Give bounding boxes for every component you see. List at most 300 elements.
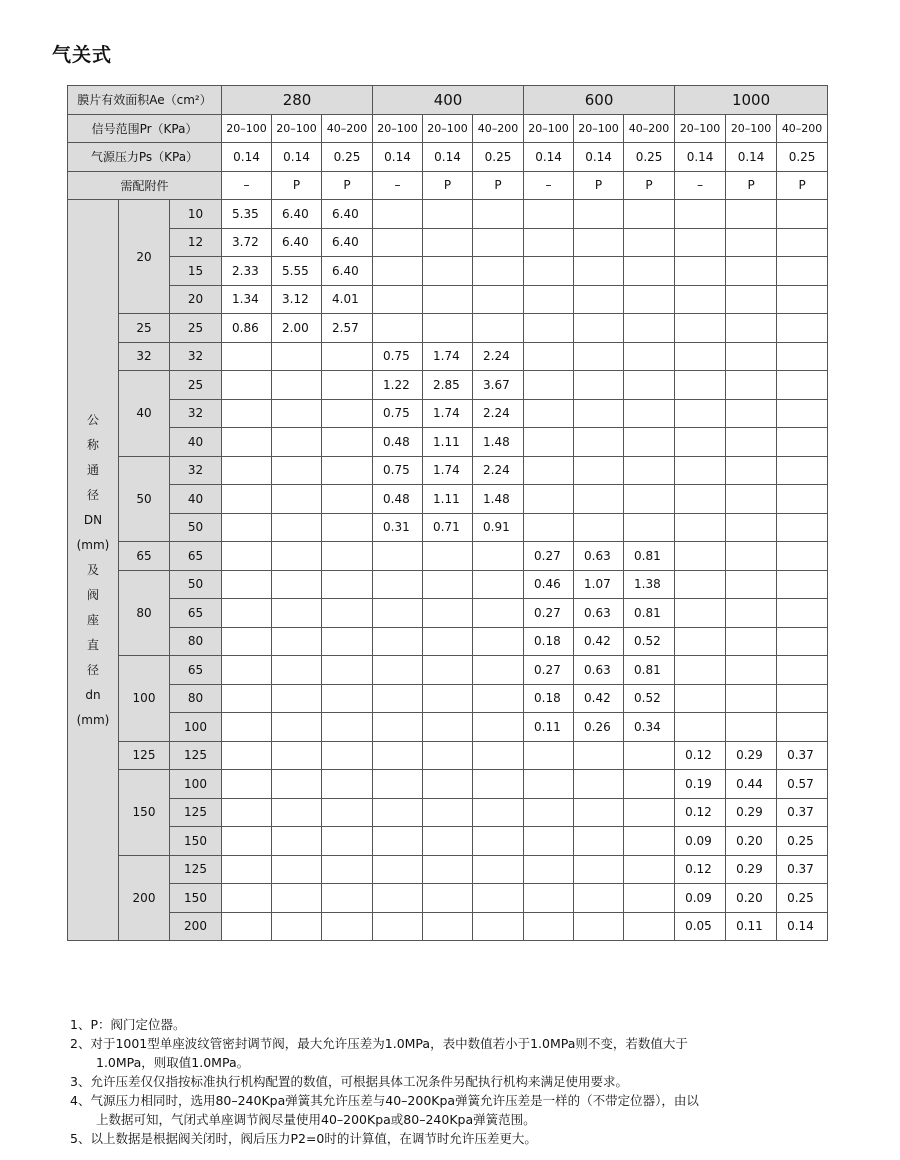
- pressure-differential-cell: 1.11: [423, 485, 473, 514]
- pressure-differential-cell: [373, 656, 423, 685]
- pressure-differential-cell: [524, 342, 574, 371]
- accessory-cell: –: [373, 171, 423, 200]
- pressure-differential-cell: [473, 542, 524, 571]
- pressure-differential-cell: [675, 228, 726, 257]
- pressure-differential-cell: [675, 456, 726, 485]
- pressure-differential-cell: [624, 314, 675, 343]
- pressure-differential-cell: [574, 827, 624, 856]
- pressure-differential-cell: [675, 599, 726, 628]
- pressure-differential-cell: 0.09: [675, 827, 726, 856]
- nominal-diameter-cell: 20: [119, 200, 170, 314]
- pressure-differential-cell: [726, 428, 777, 457]
- pressure-differential-cell: [624, 285, 675, 314]
- pressure-differential-cell: [423, 741, 473, 770]
- pressure-differential-cell: 0.18: [524, 627, 574, 656]
- pressure-differential-cell: 0.29: [726, 855, 777, 884]
- table-row: [68, 456, 828, 485]
- pressure-differential-cell: 0.27: [524, 656, 574, 685]
- table-row: [68, 599, 828, 628]
- pressure-differential-cell: [777, 656, 828, 685]
- pressure-differential-cell: [473, 684, 524, 713]
- pressure-differential-cell: 0.86: [222, 314, 272, 343]
- pressure-differential-cell: [322, 599, 373, 628]
- side-label-char: 公: [86, 412, 99, 427]
- pressure-differential-cell: [675, 570, 726, 599]
- pressure-differential-cell: [473, 713, 524, 742]
- seat-diameter-cell: 40: [170, 485, 222, 514]
- pressure-differential-cell: [624, 399, 675, 428]
- pressure-differential-cell: 1.48: [473, 428, 524, 457]
- pressure-differential-cell: 0.52: [624, 627, 675, 656]
- seat-diameter-cell: 40: [170, 428, 222, 457]
- seat-diameter-cell: 50: [170, 513, 222, 542]
- pressure-differential-cell: [726, 684, 777, 713]
- pressure-differential-cell: 0.19: [675, 770, 726, 799]
- pressure-differential-cell: [423, 770, 473, 799]
- supply-pressure: 0.14: [524, 143, 574, 172]
- pressure-differential-cell: [272, 399, 322, 428]
- pressure-differential-cell: 0.29: [726, 798, 777, 827]
- pressure-differential-cell: [473, 257, 524, 286]
- side-label-char: 阀: [86, 587, 99, 602]
- pressure-differential-cell: [574, 257, 624, 286]
- pressure-differential-cell: [473, 798, 524, 827]
- accessory-cell: P: [473, 171, 524, 200]
- pressure-differential-cell: [524, 855, 574, 884]
- pressure-differential-cell: 0.75: [373, 399, 423, 428]
- pressure-differential-cell: [222, 713, 272, 742]
- table-row: [68, 513, 828, 542]
- pressure-differential-cell: [272, 342, 322, 371]
- supply-pressure: 0.14: [272, 143, 322, 172]
- pressure-differential-cell: [322, 485, 373, 514]
- pressure-differential-cell: 0.71: [423, 513, 473, 542]
- accessory-cell: P: [777, 171, 828, 200]
- table-row: [68, 770, 828, 799]
- pressure-differential-cell: [777, 285, 828, 314]
- pressure-differential-cell: [222, 627, 272, 656]
- page-title: 气关式: [52, 44, 113, 66]
- pressure-differential-cell: [222, 884, 272, 913]
- pressure-differential-cell: 1.74: [423, 342, 473, 371]
- pressure-differential-cell: 6.40: [322, 228, 373, 257]
- pressure-differential-cell: [272, 485, 322, 514]
- pressure-differential-cell: [675, 314, 726, 343]
- pressure-differential-cell: [222, 741, 272, 770]
- pressure-differential-cell: [423, 855, 473, 884]
- pressure-differential-cell: [726, 314, 777, 343]
- pressure-differential-cell: [222, 399, 272, 428]
- nominal-diameter-cell: 65: [119, 542, 170, 571]
- pressure-differential-cell: 1.11: [423, 428, 473, 457]
- pressure-differential-cell: 2.85: [423, 371, 473, 400]
- pressure-differential-cell: [272, 599, 322, 628]
- seat-diameter-cell: 125: [170, 798, 222, 827]
- side-label-char: DN: [83, 512, 103, 527]
- seat-diameter-cell: 32: [170, 399, 222, 428]
- pressure-differential-cell: 2.24: [473, 456, 524, 485]
- pressure-differential-cell: [222, 798, 272, 827]
- accessory-cell: P: [272, 171, 322, 200]
- pressure-differential-cell: [473, 884, 524, 913]
- pressure-differential-cell: 0.52: [624, 684, 675, 713]
- pressure-differential-cell: [272, 428, 322, 457]
- pressure-differential-cell: [322, 770, 373, 799]
- pressure-differential-cell: 0.63: [574, 542, 624, 571]
- pressure-differential-cell: 0.25: [777, 884, 828, 913]
- pressure-differential-cell: [272, 627, 322, 656]
- pressure-differential-cell: [373, 798, 423, 827]
- supply-pressure: 0.14: [574, 143, 624, 172]
- pressure-differential-cell: [222, 542, 272, 571]
- pressure-differential-cell: [272, 827, 322, 856]
- pressure-differential-cell: [574, 371, 624, 400]
- pressure-differential-cell: [675, 257, 726, 286]
- pressure-differential-cell: [524, 399, 574, 428]
- pressure-differential-cell: [624, 485, 675, 514]
- pressure-differential-cell: [574, 513, 624, 542]
- side-label-char: (mm): [76, 712, 110, 727]
- side-label-char: 称: [86, 437, 99, 452]
- table-row: [68, 570, 828, 599]
- pressure-differential-cell: [373, 542, 423, 571]
- pressure-differential-cell: [272, 656, 322, 685]
- pressure-differential-cell: 0.14: [777, 912, 828, 941]
- note-text: 1、P：阀门定位器。: [70, 1017, 186, 1032]
- supply-pressure: 0.25: [322, 143, 373, 172]
- pressure-differential-cell: [624, 371, 675, 400]
- pressure-differential-cell: [675, 513, 726, 542]
- pressure-differential-cell: 5.35: [222, 200, 272, 229]
- pressure-differential-cell: [373, 285, 423, 314]
- pressure-differential-cell: [524, 798, 574, 827]
- pressure-differential-cell: 0.91: [473, 513, 524, 542]
- pressure-differential-cell: [473, 599, 524, 628]
- pressure-differential-cell: [222, 342, 272, 371]
- pressure-differential-cell: [423, 713, 473, 742]
- signal-range: 20–100: [272, 114, 322, 143]
- seat-diameter-cell: 32: [170, 456, 222, 485]
- pressure-differential-cell: [373, 684, 423, 713]
- pressure-differential-cell: [574, 342, 624, 371]
- pressure-differential-cell: [322, 570, 373, 599]
- signal-range: 40–200: [777, 114, 828, 143]
- pressure-differential-cell: 6.40: [322, 257, 373, 286]
- pressure-differential-cell: [726, 599, 777, 628]
- pressure-differential-cell: [423, 314, 473, 343]
- nominal-diameter-cell: 200: [119, 855, 170, 941]
- pressure-differential-cell: [574, 399, 624, 428]
- pressure-differential-cell: 0.11: [524, 713, 574, 742]
- pressure-differential-cell: 0.42: [574, 684, 624, 713]
- nominal-diameter-cell: 40: [119, 371, 170, 457]
- pressure-differential-cell: [473, 912, 524, 941]
- area-row: [68, 86, 828, 115]
- pressure-differential-cell: [675, 428, 726, 457]
- nominal-diameter-cell: 100: [119, 656, 170, 742]
- pressure-differential-cell: [675, 285, 726, 314]
- size-600: 600: [524, 86, 675, 115]
- seat-diameter-cell: 100: [170, 713, 222, 742]
- pressure-differential-cell: [574, 884, 624, 913]
- table-row: [68, 884, 828, 913]
- signal-range: 40–200: [322, 114, 373, 143]
- pressure-differential-cell: 0.37: [777, 855, 828, 884]
- pressure-differential-cell: [574, 285, 624, 314]
- pressure-differential-cell: [574, 228, 624, 257]
- pressure-differential-cell: [222, 371, 272, 400]
- seat-diameter-cell: 150: [170, 827, 222, 856]
- pressure-differential-cell: [322, 456, 373, 485]
- pressure-differential-cell: [322, 912, 373, 941]
- size-400: 400: [373, 86, 524, 115]
- table-row: [68, 485, 828, 514]
- table-row: [68, 827, 828, 856]
- pressure-differential-cell: [574, 855, 624, 884]
- side-label-char: 径: [86, 662, 99, 677]
- pressure-differential-cell: 2.00: [272, 314, 322, 343]
- nominal-diameter-cell: 32: [119, 342, 170, 371]
- pressure-differential-cell: [222, 456, 272, 485]
- supply-pressure: 0.25: [624, 143, 675, 172]
- seat-diameter-cell: 65: [170, 542, 222, 571]
- pressure-differential-cell: [272, 513, 322, 542]
- notes: [70, 1015, 699, 1148]
- signal-range: 20–100: [726, 114, 777, 143]
- pressure-differential-cell: 0.37: [777, 741, 828, 770]
- table-row: [68, 741, 828, 770]
- pressure-differential-cell: [574, 741, 624, 770]
- nominal-diameter-cell: 125: [119, 741, 170, 770]
- pressure-differential-cell: [574, 428, 624, 457]
- pressure-differential-cell: [675, 542, 726, 571]
- pressure-differential-cell: [777, 342, 828, 371]
- table-row: [68, 627, 828, 656]
- pressure-differential-cell: 6.40: [272, 200, 322, 229]
- pressure-differential-cell: [777, 428, 828, 457]
- accessory-cell: P: [726, 171, 777, 200]
- signal-range: 40–200: [473, 114, 524, 143]
- pressure-differential-cell: [473, 855, 524, 884]
- pressure-differential-cell: [373, 627, 423, 656]
- pressure-differential-cell: 6.40: [322, 200, 373, 229]
- pressure-differential-cell: [777, 513, 828, 542]
- pressure-differential-cell: [322, 542, 373, 571]
- pressure-differential-cell: 1.07: [574, 570, 624, 599]
- pressure-differential-cell: [322, 798, 373, 827]
- pressure-differential-cell: [574, 456, 624, 485]
- pressure-differential-cell: 5.55: [272, 257, 322, 286]
- seat-diameter-cell: 12: [170, 228, 222, 257]
- pressure-differential-cell: [373, 827, 423, 856]
- pressure-differential-cell: 0.09: [675, 884, 726, 913]
- seat-diameter-cell: 25: [170, 371, 222, 400]
- pressure-differential-cell: 1.74: [423, 399, 473, 428]
- pressure-differential-cell: [777, 314, 828, 343]
- signal-row: [68, 114, 828, 143]
- pressure-differential-cell: [524, 456, 574, 485]
- signal-label: 信号范围Pr（KPa）: [68, 114, 222, 143]
- table-row: [68, 713, 828, 742]
- pressure-differential-cell: 0.37: [777, 798, 828, 827]
- pressure-differential-cell: [322, 399, 373, 428]
- signal-range: 20–100: [574, 114, 624, 143]
- pressure-differential-cell: [322, 855, 373, 884]
- pressure-differential-cell: [777, 485, 828, 514]
- side-label-char: 径: [86, 487, 99, 502]
- note-item: [70, 1091, 699, 1110]
- pressure-differential-cell: 1.38: [624, 570, 675, 599]
- pressure-differential-cell: 0.57: [777, 770, 828, 799]
- pressure-differential-cell: [222, 485, 272, 514]
- pressure-differential-cell: [675, 684, 726, 713]
- pressure-differential-cell: [272, 570, 322, 599]
- table-row: [68, 314, 828, 343]
- pressure-differential-table: [67, 85, 828, 941]
- pressure-differential-cell: 3.12: [272, 285, 322, 314]
- pressure-differential-cell: [423, 656, 473, 685]
- pressure-differential-cell: [222, 599, 272, 628]
- pressure-differential-cell: 0.44: [726, 770, 777, 799]
- accessory-cell: –: [675, 171, 726, 200]
- pressure-differential-cell: 0.20: [726, 827, 777, 856]
- pressure-differential-cell: 0.12: [675, 741, 726, 770]
- pressure-differential-cell: [373, 599, 423, 628]
- table-row: [68, 855, 828, 884]
- pressure-differential-cell: [423, 884, 473, 913]
- pressure-differential-cell: [675, 342, 726, 371]
- pressure-differential-cell: 0.63: [574, 599, 624, 628]
- pressure-differential-cell: [473, 228, 524, 257]
- pressure-differential-cell: [726, 399, 777, 428]
- pressure-differential-cell: [272, 456, 322, 485]
- pressure-differential-cell: [777, 456, 828, 485]
- pressure-differential-cell: [423, 684, 473, 713]
- seat-diameter-cell: 32: [170, 342, 222, 371]
- pressure-differential-cell: [473, 827, 524, 856]
- pressure-differential-cell: [272, 770, 322, 799]
- pressure-differential-cell: [423, 228, 473, 257]
- pressure-differential-cell: [624, 428, 675, 457]
- side-label-char: (mm): [76, 537, 110, 552]
- pressure-differential-cell: 0.48: [373, 485, 423, 514]
- pressure-differential-cell: [624, 798, 675, 827]
- pressure-differential-cell: 0.34: [624, 713, 675, 742]
- pressure-differential-cell: 3.72: [222, 228, 272, 257]
- pressure-differential-cell: [222, 428, 272, 457]
- pressure-differential-cell: [524, 770, 574, 799]
- pressure-differential-cell: [322, 827, 373, 856]
- pressure-differential-cell: 0.75: [373, 342, 423, 371]
- supply-label: 气源压力Ps（KPa）: [68, 143, 222, 172]
- seat-diameter-cell: 10: [170, 200, 222, 229]
- pressure-differential-cell: 0.27: [524, 599, 574, 628]
- seat-diameter-cell: 50: [170, 570, 222, 599]
- pressure-differential-cell: [726, 228, 777, 257]
- pressure-differential-cell: [423, 798, 473, 827]
- table-row: [68, 428, 828, 457]
- pressure-differential-cell: [574, 912, 624, 941]
- pressure-differential-cell: [524, 428, 574, 457]
- pressure-differential-cell: [624, 257, 675, 286]
- pressure-differential-cell: [322, 656, 373, 685]
- pressure-differential-cell: [423, 285, 473, 314]
- pressure-differential-cell: [624, 855, 675, 884]
- pressure-differential-cell: [777, 627, 828, 656]
- signal-range: 20–100: [373, 114, 423, 143]
- nominal-diameter-cell: 150: [119, 770, 170, 856]
- pressure-differential-cell: [222, 855, 272, 884]
- pressure-differential-cell: [524, 228, 574, 257]
- pressure-differential-cell: [624, 342, 675, 371]
- seat-diameter-cell: 150: [170, 884, 222, 913]
- pressure-differential-cell: [726, 485, 777, 514]
- table-row: [68, 285, 828, 314]
- signal-range: 20–100: [222, 114, 272, 143]
- side-label-char: 座: [86, 612, 99, 627]
- table-row: [68, 542, 828, 571]
- pressure-differential-cell: 6.40: [272, 228, 322, 257]
- pressure-differential-cell: [272, 912, 322, 941]
- pressure-differential-cell: [473, 627, 524, 656]
- pressure-differential-cell: [777, 228, 828, 257]
- pressure-differential-cell: [675, 656, 726, 685]
- table-row: [68, 656, 828, 685]
- pressure-differential-cell: 0.63: [574, 656, 624, 685]
- seat-diameter-cell: 25: [170, 314, 222, 343]
- table-row: [68, 912, 828, 941]
- pressure-differential-cell: [423, 627, 473, 656]
- size-1000: 1000: [675, 86, 828, 115]
- pressure-differential-cell: 2.24: [473, 399, 524, 428]
- note-text: 3、允许压差仅仅指按标准执行机构配置的数值，可根据具体工况条件另配执行机构来满足使用要求。: [70, 1074, 628, 1089]
- pressure-differential-cell: [373, 855, 423, 884]
- pressure-differential-cell: 0.26: [574, 713, 624, 742]
- pressure-differential-cell: [222, 770, 272, 799]
- pressure-differential-cell: 0.05: [675, 912, 726, 941]
- pressure-differential-cell: [473, 570, 524, 599]
- table-row: [68, 798, 828, 827]
- pressure-differential-cell: [222, 912, 272, 941]
- seat-diameter-cell: 65: [170, 656, 222, 685]
- pressure-differential-cell: [272, 855, 322, 884]
- pressure-differential-cell: 0.25: [777, 827, 828, 856]
- pressure-differential-cell: [524, 884, 574, 913]
- seat-diameter-cell: 20: [170, 285, 222, 314]
- seat-diameter-cell: 100: [170, 770, 222, 799]
- pressure-differential-cell: [524, 827, 574, 856]
- pressure-differential-cell: 2.33: [222, 257, 272, 286]
- pressure-differential-cell: 0.81: [624, 656, 675, 685]
- pressure-differential-cell: [524, 741, 574, 770]
- pressure-differential-cell: [524, 200, 574, 229]
- area-label: 膜片有效面积Ae（cm²）: [68, 86, 222, 115]
- pressure-differential-cell: [272, 684, 322, 713]
- pressure-differential-cell: 4.01: [322, 285, 373, 314]
- pressure-differential-cell: [675, 627, 726, 656]
- pressure-differential-cell: [726, 656, 777, 685]
- pressure-differential-cell: [373, 884, 423, 913]
- pressure-differential-cell: [574, 798, 624, 827]
- seat-diameter-cell: 125: [170, 741, 222, 770]
- pressure-differential-cell: [624, 741, 675, 770]
- pressure-differential-cell: [624, 513, 675, 542]
- pressure-differential-cell: [373, 741, 423, 770]
- pressure-differential-cell: [726, 257, 777, 286]
- pressure-differential-cell: 0.75: [373, 456, 423, 485]
- pressure-differential-cell: 0.12: [675, 798, 726, 827]
- pressure-differential-cell: [675, 399, 726, 428]
